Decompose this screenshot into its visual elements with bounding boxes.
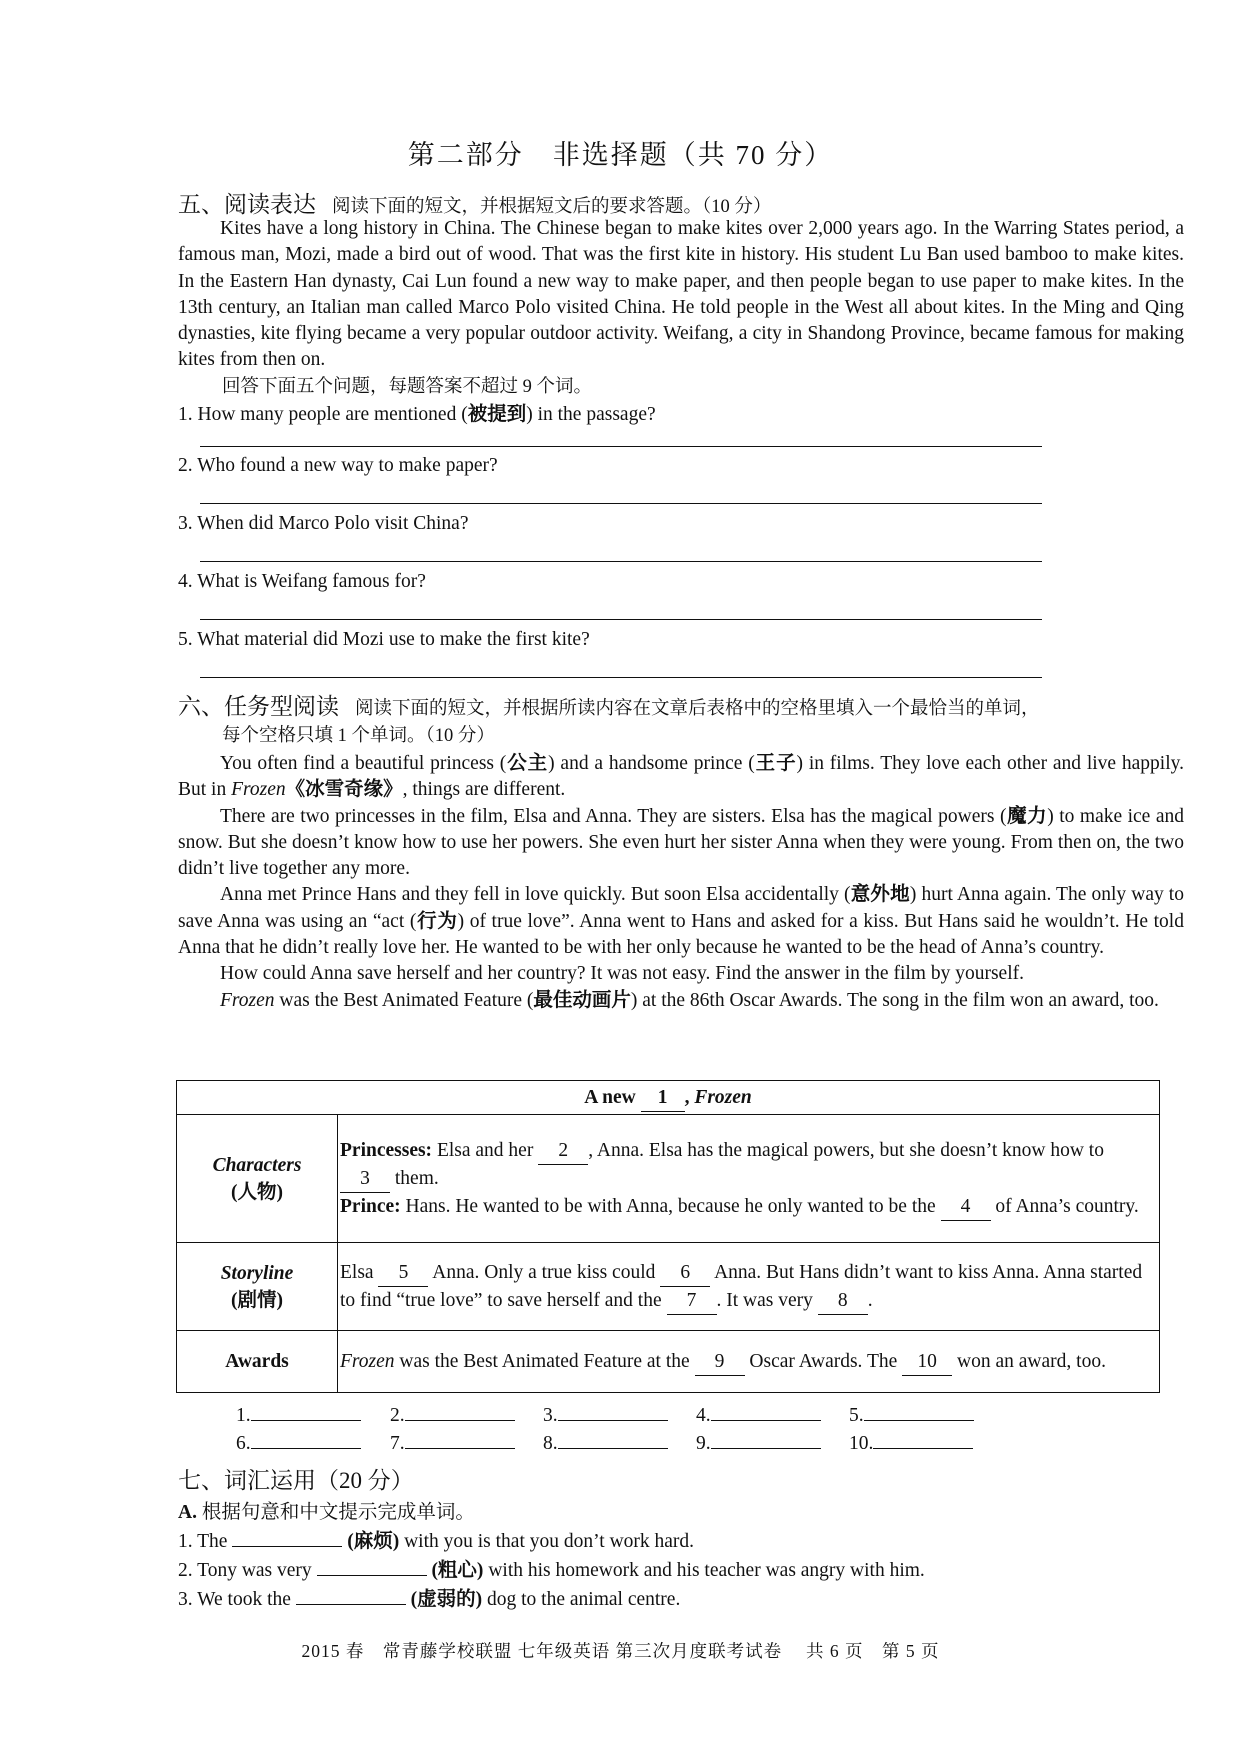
blank-4[interactable]: 4 bbox=[941, 1193, 991, 1221]
section5-passage bbox=[178, 216, 1184, 374]
answer-line-4[interactable] bbox=[200, 619, 1042, 620]
answer-blank[interactable]: 1. bbox=[236, 1405, 361, 1427]
characters-cell: Princesses: Elsa and her 2 , Anna. Elsa has the magical powers, but she doesn’t know how to 3 them. Prince: Hans. He wanted to be with Anna, because he only wanted to be the 4 of Anna’s country. bbox=[338, 1115, 1160, 1243]
passage-paragraph: How could Anna save herself and her country? It was not easy. Find the answer in the film by yourself. bbox=[220, 963, 1024, 985]
answer-blank[interactable]: 5. bbox=[849, 1405, 974, 1427]
vocab-question-3: 3. We took the (虚弱的) dog to the animal centre. bbox=[178, 1589, 681, 1610]
answer-blank[interactable]: 8. bbox=[543, 1433, 668, 1455]
question-5: 5. What material did Mozi use to make the first kite? bbox=[178, 629, 590, 650]
characters-label: Characters (人物) bbox=[177, 1115, 338, 1243]
passage-paragraph: There are two princesses in the film, Elsa and Anna. They are sisters. Elsa has the magical powers (魔力) to make ice and snow. But she doesn’t know how to use her powers. She even hurt her sister Anna when they were young. From then on, the two didn’t live together any more. bbox=[178, 805, 1184, 880]
question-4: 4. What is Weifang famous for? bbox=[178, 571, 426, 592]
answer-blank[interactable]: 4. bbox=[696, 1405, 821, 1427]
vocab-question-2: 2. Tony was very (粗心) with his homework and his teacher was angry with him. bbox=[178, 1560, 925, 1581]
section6-passage bbox=[178, 751, 1184, 1014]
page-footer: 2015 春 常青藤学校联盟 七年级英语 第三次月度联考试卷 共 6 页 第 5 页 bbox=[301, 1641, 940, 1661]
question-1: 1. How many people are mentioned (被提到) in the passage? bbox=[178, 404, 656, 425]
storyline-cell: Elsa 5 Anna. Only a true kiss could 6 Anna. But Hans didn’t want to kiss Anna. Anna started to find “true love” to save herself and the 7 . It was very 8 . bbox=[338, 1243, 1160, 1331]
section7-part-a: A. 根据句意和中文提示完成单词。 bbox=[178, 1502, 475, 1523]
blank-7[interactable]: 7 bbox=[667, 1287, 717, 1315]
section5-heading: 五、阅读表达 bbox=[178, 192, 316, 217]
section7-heading: 七、词汇运用（20 分） bbox=[178, 1468, 414, 1493]
table-header: A new 1 , Frozen bbox=[177, 1081, 1160, 1115]
blank-6[interactable]: 6 bbox=[660, 1259, 710, 1287]
answer-line-3[interactable] bbox=[200, 561, 1042, 562]
question-3: 3. When did Marco Polo visit China? bbox=[178, 513, 469, 534]
answer-line-1[interactable] bbox=[200, 446, 1042, 447]
section5-instruction: 阅读下面的短文，并根据短文后的要求答题。（10 分） bbox=[332, 197, 772, 217]
answer-line-2[interactable] bbox=[200, 503, 1042, 504]
blank-9[interactable]: 9 bbox=[695, 1348, 745, 1376]
blank-1[interactable]: 1 bbox=[641, 1084, 685, 1112]
section6-header bbox=[178, 688, 1040, 721]
answer-blank[interactable]: 2. bbox=[390, 1405, 515, 1427]
blank-10[interactable]: 10 bbox=[902, 1348, 952, 1376]
section6-instruction-1: 阅读下面的短文，并根据所读内容在文章后表格中的空格里填入一个最恰当的单词， bbox=[355, 699, 1040, 719]
passage-paragraph: Kites have a long history in China. The Chinese began to make kites over 2,000 years ago. In the Warring States period, a famous man, Mozi, made a bird out of wood. That was the first kite in history. His student Lu Ban used bamboo to make kites. In the Eastern Han dynasty, Cai Lun found a new way to make paper, and then people began to use paper to make kites. In the 13th century, an Italian man called Marco Polo visited China. He told people in the West all about kites. In the Ming and Qing dynasties, kite flying became a very popular outdoor activity. Weifang, a city in Shandong Province, became famous for making kites from then on. bbox=[178, 218, 1184, 371]
answer-blank[interactable]: 9. bbox=[696, 1433, 821, 1455]
question-2: 2. Who found a new way to make paper? bbox=[178, 455, 498, 476]
answer-blank[interactable]: 6. bbox=[236, 1433, 361, 1455]
blank-2[interactable]: 2 bbox=[538, 1137, 588, 1165]
answer-note: 回答下面五个问题，每题答案不超过 9 个词。 bbox=[222, 377, 593, 397]
section5-header bbox=[178, 186, 771, 219]
answer-blank[interactable]: 3. bbox=[543, 1405, 668, 1427]
vocab-blank-2[interactable] bbox=[317, 1575, 427, 1576]
blank-3[interactable]: 3 bbox=[340, 1165, 390, 1193]
answer-line-5[interactable] bbox=[200, 677, 1042, 678]
vocab-blank-3[interactable] bbox=[296, 1604, 406, 1605]
blank-5[interactable]: 5 bbox=[378, 1259, 428, 1287]
passage-paragraph: You often find a beautiful princess (公主) and a handsome prince (王子) in films. They love each other and live happily. But in Frozen《冰雪奇缘》, things are different. bbox=[178, 753, 1184, 801]
awards-label: Awards bbox=[177, 1331, 338, 1393]
storyline-label: Storyline (剧情) bbox=[177, 1243, 338, 1331]
blank-8[interactable]: 8 bbox=[818, 1287, 868, 1315]
answer-blank[interactable]: 10. bbox=[849, 1433, 973, 1455]
vocab-blank-1[interactable] bbox=[232, 1546, 342, 1547]
answer-blank[interactable]: 7. bbox=[390, 1433, 515, 1455]
task-table bbox=[176, 1080, 1160, 1393]
passage-paragraph: Anna met Prince Hans and they fell in love quickly. But soon Elsa accidentally (意外地) hurt Anna again. The only way to save Anna was using an “act (行为) of true love”. Anna went to Hans and asked for a kiss. But Hans said he wouldn’t. He told Anna that he didn’t really love her. He wanted to be with her only because he wanted to be the head of Anna’s country. bbox=[178, 884, 1184, 959]
page-title: 第二部分 非选择题（共 70 分） bbox=[407, 140, 834, 170]
passage-paragraph: Frozen was the Best Animated Feature (最佳动画片) at the 86th Oscar Awards. The song in the film won an award, too. bbox=[220, 989, 1159, 1011]
section6-instruction-2: 每个空格只填 1 个单词。（10 分） bbox=[222, 726, 495, 746]
vocab-question-1: 1. The (麻烦) with you is that you don’t work hard. bbox=[178, 1531, 695, 1552]
section6-heading: 六、任务型阅读 bbox=[178, 694, 339, 719]
awards-cell: Frozen was the Best Animated Feature at the 9 Oscar Awards. The 10 won an award, too. bbox=[338, 1331, 1160, 1393]
